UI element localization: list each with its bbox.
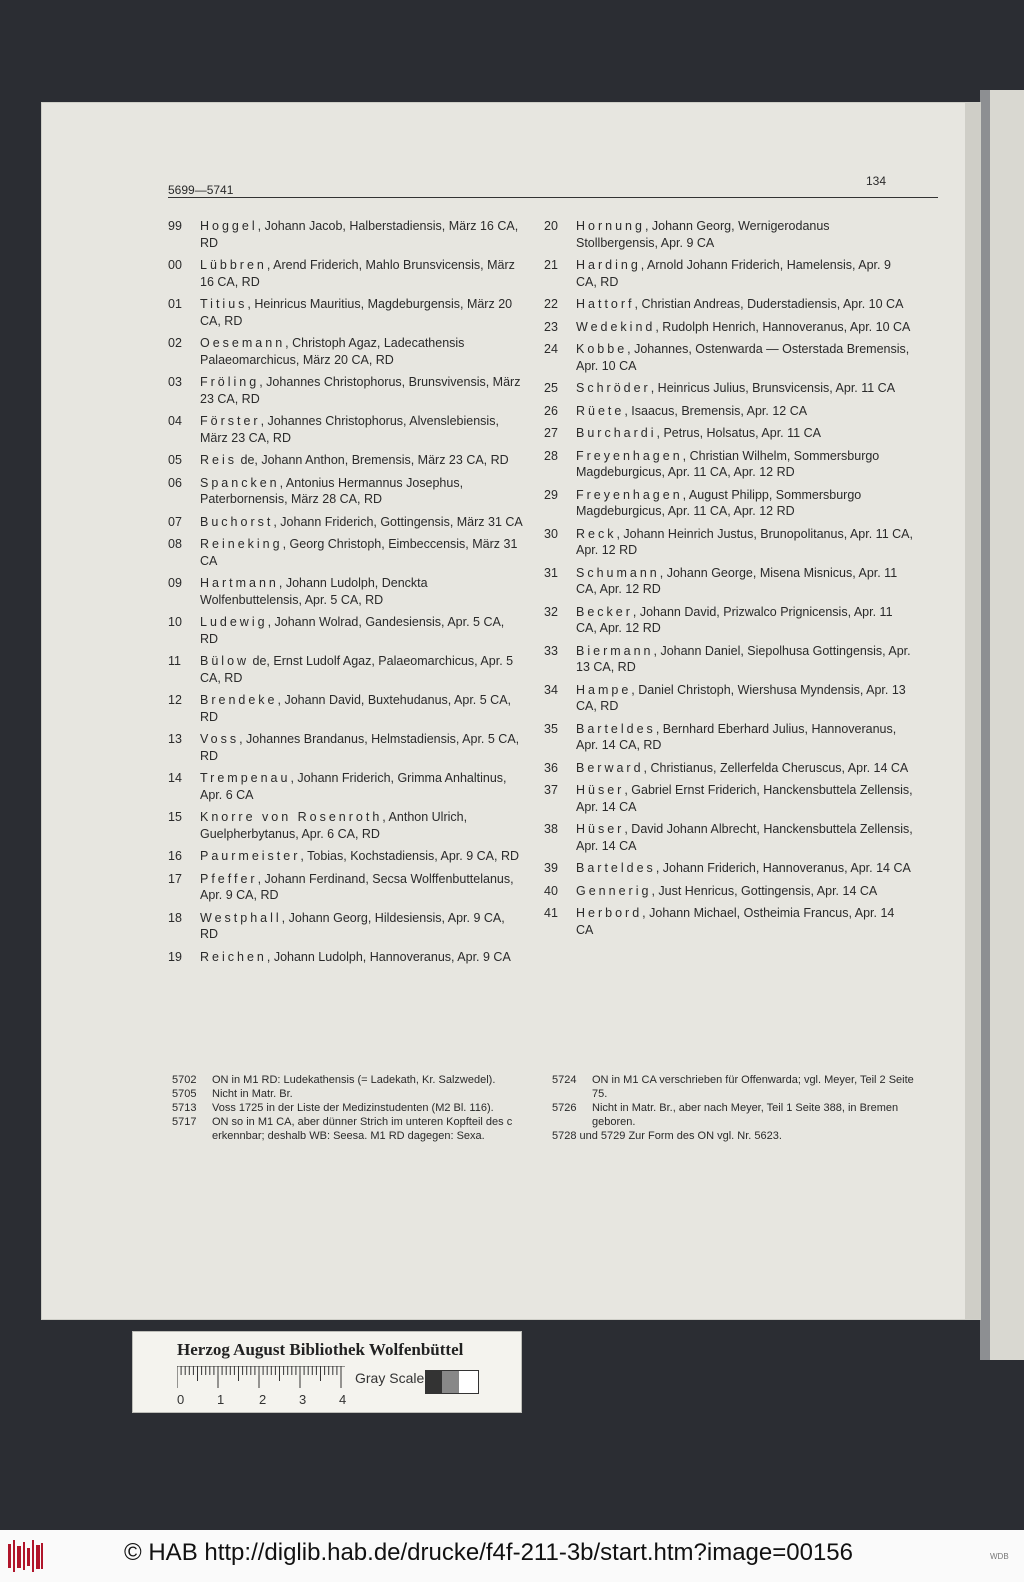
entry-surname: Brendeke (200, 693, 278, 707)
entry-details: , August Philipp, Sommersburgo Magdeburgicus, Apr. 11 CA, Apr. 12 RD (576, 487, 862, 518)
gray-scale-patches (425, 1370, 479, 1394)
register-entry (544, 643, 914, 676)
register-entry (544, 565, 914, 598)
entry-surname: Reck (576, 526, 617, 541)
entry-details: , Christianus, Zellerfelda Cheruscus, Apr. 14 CA (643, 760, 909, 775)
footnote-text: Voss 1725 in der Liste der Medizinstudenten (M2 Bl. 116). (212, 1102, 494, 1114)
entry-number: 20 (544, 219, 558, 233)
footer-mark: WDB (990, 1552, 1009, 1561)
register-entry (544, 403, 914, 420)
entry-number: 39 (544, 861, 558, 875)
register-entry (168, 614, 523, 647)
register-entry (168, 731, 523, 764)
entry-number: 18 (168, 910, 182, 925)
register-entry (168, 871, 523, 904)
entry-surname: Hornung (576, 219, 645, 233)
entry-surname: Reineking (200, 537, 283, 551)
entry-details: , Johannes Christophorus, Brunsvivensis, März 23 CA, RD (200, 375, 521, 406)
register-entry (544, 760, 914, 777)
entry-number: 03 (168, 375, 182, 389)
register-entry (168, 848, 523, 865)
entry-number: 19 (168, 949, 182, 964)
register-entry (544, 526, 914, 559)
register-entry (544, 296, 914, 313)
entry-number: 08 (168, 537, 182, 551)
entry-surname: Gennerig (576, 883, 652, 898)
entry-details: , Georg Christoph, Eimbeccensis, März 31 CA (200, 537, 518, 568)
entry-details: , Johann Daniel, Siepolhusa Gottingensis, Apr. 13 CA, RD (576, 643, 911, 674)
register-entry (168, 910, 523, 943)
footer-bar (0, 1530, 1024, 1582)
entry-details: , Johann Georg, Hildesiensis, Apr. 9 CA, RD (200, 910, 505, 941)
entry-number: 12 (168, 693, 182, 707)
entry-surname: Biermann (576, 643, 654, 658)
entry-surname: Freyenhagen (576, 448, 683, 463)
adjacent-page-edge (980, 90, 1024, 1360)
page-fold-shadow (965, 103, 980, 1319)
entry-surname: Reis (200, 453, 238, 467)
footnote-text: 5728 und 5729 Zur Form des ON vgl. Nr. 5623. (552, 1130, 782, 1142)
entry-details: , Johann Friderich, Grimma Anhaltinus, Apr. 6 CA (200, 771, 507, 802)
register-entry (544, 782, 914, 815)
entry-number: 01 (168, 297, 182, 311)
entry-details: , Arend Friderich, Mahlo Brunsvicensis, März 16 CA, RD (200, 258, 515, 289)
register-entry (544, 721, 914, 754)
register-entry (168, 257, 523, 290)
entry-surname: Herbord (576, 906, 643, 920)
entry-number: 11 (168, 654, 181, 668)
entry-surname: Barteldes (576, 861, 656, 875)
entry-surname: Trempenau (200, 771, 291, 785)
ruler-digit: 4 (339, 1392, 347, 1407)
register-entry (168, 218, 523, 251)
register-entry (168, 374, 523, 407)
register-entry (168, 536, 523, 569)
entry-details: , Johann Friderich, Hannoveranus, Apr. 14 CA (655, 861, 911, 875)
document-page (42, 103, 980, 1319)
right-column (544, 218, 914, 944)
entry-details: , Antonius Hermannus Josephus, Paterbornensis, März 28 CA, RD (200, 475, 464, 506)
color-calibration-ruler (132, 1331, 522, 1413)
entry-number: 38 (544, 822, 558, 836)
entry-details: , Rudolph Henrich, Hannoveranus, Apr. 10 CA (655, 319, 911, 334)
entry-surname: Hartmann (200, 576, 279, 590)
register-entry (544, 448, 914, 481)
footnote (172, 1073, 562, 1087)
entry-surname: Becker (576, 604, 633, 619)
footnote (172, 1087, 562, 1101)
entry-details: , Christian Andreas, Duderstadiensis, Apr. 10 CA (634, 297, 904, 311)
register-entry (168, 949, 523, 966)
entry-details: de, Johann Anthon, Bremensis, März 23 CA, RD (237, 453, 509, 467)
footnote (552, 1101, 922, 1129)
entry-surname: Hoggel (200, 219, 258, 233)
entry-number: 28 (544, 448, 558, 463)
register-entry (544, 257, 914, 290)
entry-surname: Reichen (200, 949, 267, 964)
entry-number: 15 (168, 810, 182, 824)
register-entry (544, 319, 914, 336)
entry-surname: Bülow (200, 654, 250, 668)
entry-number: 09 (168, 576, 182, 590)
register-entry (168, 514, 523, 531)
footnotes-left (172, 1073, 562, 1143)
entry-surname: Buchorst (200, 514, 274, 529)
entry-number: 41 (544, 906, 558, 920)
entry-details: , Just Henricus, Gottingensis, Apr. 14 CA (651, 883, 878, 898)
entry-details: , Tobias, Kochstadiensis, Apr. 9 CA, RD (300, 849, 520, 863)
entry-surname: Hüser (576, 822, 625, 836)
register-entry (544, 883, 914, 900)
entry-details: , Petrus, Holsatus, Apr. 11 CA (656, 426, 821, 440)
entry-details: , Johann David, Buxtehudanus, Apr. 5 CA, RD (200, 693, 511, 724)
entry-number: 05 (168, 453, 182, 467)
entry-surname: Fröling (200, 375, 260, 389)
entry-number: 99 (168, 219, 182, 233)
entry-details: , Johann David, Prizwalco Prignicensis, Apr. 11 CA, Apr. 12 RD (576, 604, 893, 635)
entry-surname: Knorre von Rosenroth (200, 810, 383, 824)
register-entry (544, 905, 914, 938)
footnote-text: ON so in M1 CA, aber dünner Strich im unteren Kopfteil des c erkennbar; deshalb WB: Seesa. M1 RD dagegen: Sexa. (212, 1116, 513, 1142)
register-entry (168, 475, 523, 508)
page-number: 134 (866, 174, 887, 188)
entry-details: , Johann Ferdinand, Secsa Wolffenbuttelanus, Apr. 9 CA, RD (200, 871, 514, 902)
entry-surname: Pfeffer (200, 871, 258, 886)
header-range: 5699—5741 (168, 183, 234, 197)
entry-surname: Titius (200, 297, 248, 311)
entry-details: , Johann Ludolph, Hannoveranus, Apr. 9 CA (266, 949, 511, 964)
entry-number: 02 (168, 336, 182, 350)
entry-details: , Arnold Johann Friderich, Hamelensis, Apr. 9 CA, RD (576, 258, 891, 289)
footnote-text: Nicht in Matr. Br. (212, 1088, 293, 1100)
entry-details: , Johann Wolrad, Gandesiensis, Apr. 5 CA, RD (200, 615, 505, 646)
entry-number: 32 (544, 604, 558, 619)
entry-number: 07 (168, 514, 182, 529)
entry-number: 16 (168, 849, 182, 863)
ruler-digit: 2 (259, 1392, 267, 1407)
register-entry (544, 821, 914, 854)
entry-number: 21 (544, 258, 558, 272)
header-rule (168, 197, 938, 198)
register-entry (168, 692, 523, 725)
entry-details: , Christian Wilhelm, Sommersburgo Magdeburgicus, Apr. 11 CA, Apr. 12 RD (576, 448, 880, 479)
register-entry (168, 653, 523, 686)
entry-details: , Heinricus Mauritius, Magdeburgensis, März 20 CA, RD (200, 297, 513, 328)
entry-number: 13 (168, 732, 182, 746)
entry-details: , Bernhard Eberhard Julius, Hannoveranus, Apr. 14 CA, RD (576, 721, 897, 752)
entry-surname: Schumann (576, 565, 660, 580)
register-entry (168, 809, 523, 842)
entry-number: 25 (544, 381, 558, 395)
entry-details: , Johannes, Ostenwarda — Osterstada Bremensis, Apr. 10 CA (576, 342, 910, 373)
entry-details: , Daniel Christoph, Wiershusa Myndensis, Apr. 13 CA, RD (576, 682, 906, 713)
entry-number: 14 (168, 771, 182, 785)
entry-number: 17 (168, 871, 182, 886)
ruler-digit: 1 (217, 1392, 225, 1407)
entry-details: de, Ernst Ludolf Agaz, Palaeomarchicus, Apr. 5 CA, RD (200, 654, 514, 685)
entry-details: , Johann Georg, Wernigerodanus Stollbergensis, Apr. 9 CA (576, 219, 830, 250)
footer-url-text[interactable]: © HAB http://diglib.hab.de/drucke/f4f-211-3b/start.htm?image=00156 (124, 1539, 853, 1566)
entry-surname: Barteldes (576, 721, 656, 736)
entry-number: 29 (544, 487, 558, 502)
entry-surname: Rüete (576, 403, 625, 418)
register-entry (168, 296, 523, 329)
entry-number: 24 (544, 342, 558, 356)
register-entry (544, 341, 914, 374)
entry-number: 40 (544, 883, 558, 898)
entry-details: , Isaacus, Bremensis, Apr. 12 CA (624, 403, 808, 418)
footnote-text: ON in M1 CA verschrieben für Offenwarda; vgl. Meyer, Teil 2 Seite 75. (592, 1074, 914, 1100)
hab-barcode-logo-icon (8, 1540, 44, 1572)
entry-number: 23 (544, 319, 558, 334)
footnote-number: 5702 (172, 1074, 197, 1086)
gray-scale-label: Gray Scale (355, 1370, 425, 1386)
entry-surname: Schröder (576, 381, 651, 395)
entry-details: , Gabriel Ernst Friderich, Hanckensbuttela Zellensis, Apr. 14 CA (576, 783, 913, 814)
entry-surname: Oesemann (200, 336, 286, 350)
entry-number: 22 (544, 297, 558, 311)
register-entry (544, 604, 914, 637)
register-entry (168, 413, 523, 446)
register-entry (168, 770, 523, 803)
entry-details: , David Johann Albrecht, Hanckensbuttela Zellensis, Apr. 14 CA (576, 822, 913, 853)
entry-details: , Johann Friderich, Gottingensis, März 31 CA (273, 514, 523, 529)
ruler-scale-icon (177, 1366, 345, 1390)
entry-number: 10 (168, 615, 182, 629)
entry-details: , Johann Heinrich Justus, Brunopolitanus, Apr. 11 CA, Apr. 12 RD (576, 526, 913, 557)
entry-number: 33 (544, 643, 558, 658)
entry-surname: Hüser (576, 783, 625, 797)
entry-surname: Lübbren (200, 258, 267, 272)
entry-details: , Heinricus Julius, Brunsvicensis, Apr. 11 CA (650, 381, 896, 395)
footnote-number: 5717 (172, 1116, 197, 1128)
entry-number: 04 (168, 414, 182, 428)
entry-surname: Ludewig (200, 615, 268, 629)
entry-number: 37 (544, 783, 558, 797)
footnotes-right (552, 1073, 922, 1143)
entry-details: , Christoph Agaz, Ladecathensis Palaeomarchicus, März 20 CA, RD (200, 336, 465, 367)
register-entry (544, 682, 914, 715)
entry-number: 34 (544, 682, 558, 697)
entry-details: , Johann Michael, Ostheimia Francus, Apr. 14 CA (576, 906, 895, 937)
entry-number: 00 (168, 258, 182, 272)
register-entry (544, 860, 914, 877)
footnote-number: 5713 (172, 1102, 197, 1114)
entry-surname: Freyenhagen (576, 487, 683, 502)
entry-surname: Förster (200, 414, 261, 428)
entry-number: 31 (544, 565, 558, 580)
footnote (552, 1073, 922, 1101)
entry-surname: Westphall (200, 910, 282, 925)
entry-details: , Johann Ludolph, Dencktа Wolfenbuttelensis, Apr. 5 CA, RD (200, 576, 428, 607)
footnote-text: Nicht in Matr. Br., aber nach Meyer, Teil 1 Seite 388, in Bremen geboren. (592, 1102, 899, 1128)
entry-details: , Johannes Brandanus, Helmstadiensis, Apr. 5 CA, RD (200, 732, 520, 763)
footnote (172, 1101, 562, 1115)
entry-surname: Berward (576, 760, 644, 775)
entry-details: , Johann Jacob, Halberstadiensis, März 16 CA, RD (200, 219, 519, 250)
footnote-number: 5726 (552, 1102, 577, 1114)
register-entry (544, 487, 914, 520)
entry-surname: Hattorf (576, 297, 635, 311)
entry-surname: Spancken (200, 475, 280, 490)
entry-number: 06 (168, 475, 182, 490)
footnote-number: 5724 (552, 1074, 577, 1086)
entry-surname: Voss (200, 732, 240, 746)
entry-number: 26 (544, 403, 558, 418)
entry-surname: Hampe (576, 682, 632, 697)
entry-surname: Burchardi (576, 426, 657, 440)
ruler-title: Herzog August Bibliothek Wolfenbüttel (177, 1340, 464, 1359)
entry-surname: Harding (576, 258, 641, 272)
register-entry (168, 575, 523, 608)
register-entry (544, 425, 914, 442)
entry-details: , Johann George, Misena Misnicus, Apr. 11 CA, Apr. 12 RD (576, 565, 898, 596)
entry-details: , Anthon Ulrich, Guelpherbytanus, Apr. 6 CA, RD (200, 810, 468, 841)
entry-number: 36 (544, 760, 558, 775)
entry-surname: Kobbe (576, 342, 628, 356)
left-column (168, 218, 523, 971)
footnote (552, 1129, 922, 1143)
footnote-number: 5705 (172, 1088, 197, 1100)
entry-number: 30 (544, 526, 558, 541)
footnote (172, 1115, 562, 1143)
entry-details: , Johannes Christophorus, Alvenslebiensis, März 23 CA, RD (200, 414, 499, 445)
ruler-digit: 3 (299, 1392, 307, 1407)
ruler-digit: 0 (177, 1392, 185, 1407)
register-entry (544, 218, 914, 251)
entry-surname: Wedekind (576, 319, 656, 334)
entry-number: 35 (544, 721, 558, 736)
register-entry (168, 335, 523, 368)
register-entry (544, 380, 914, 397)
footnote-text: ON in M1 RD: Ludekathensis (= Ladekath, Kr. Salzwedel). (212, 1074, 496, 1086)
register-entry (168, 452, 523, 469)
entry-number: 27 (544, 426, 558, 440)
entry-surname: Paurmeister (200, 849, 301, 863)
